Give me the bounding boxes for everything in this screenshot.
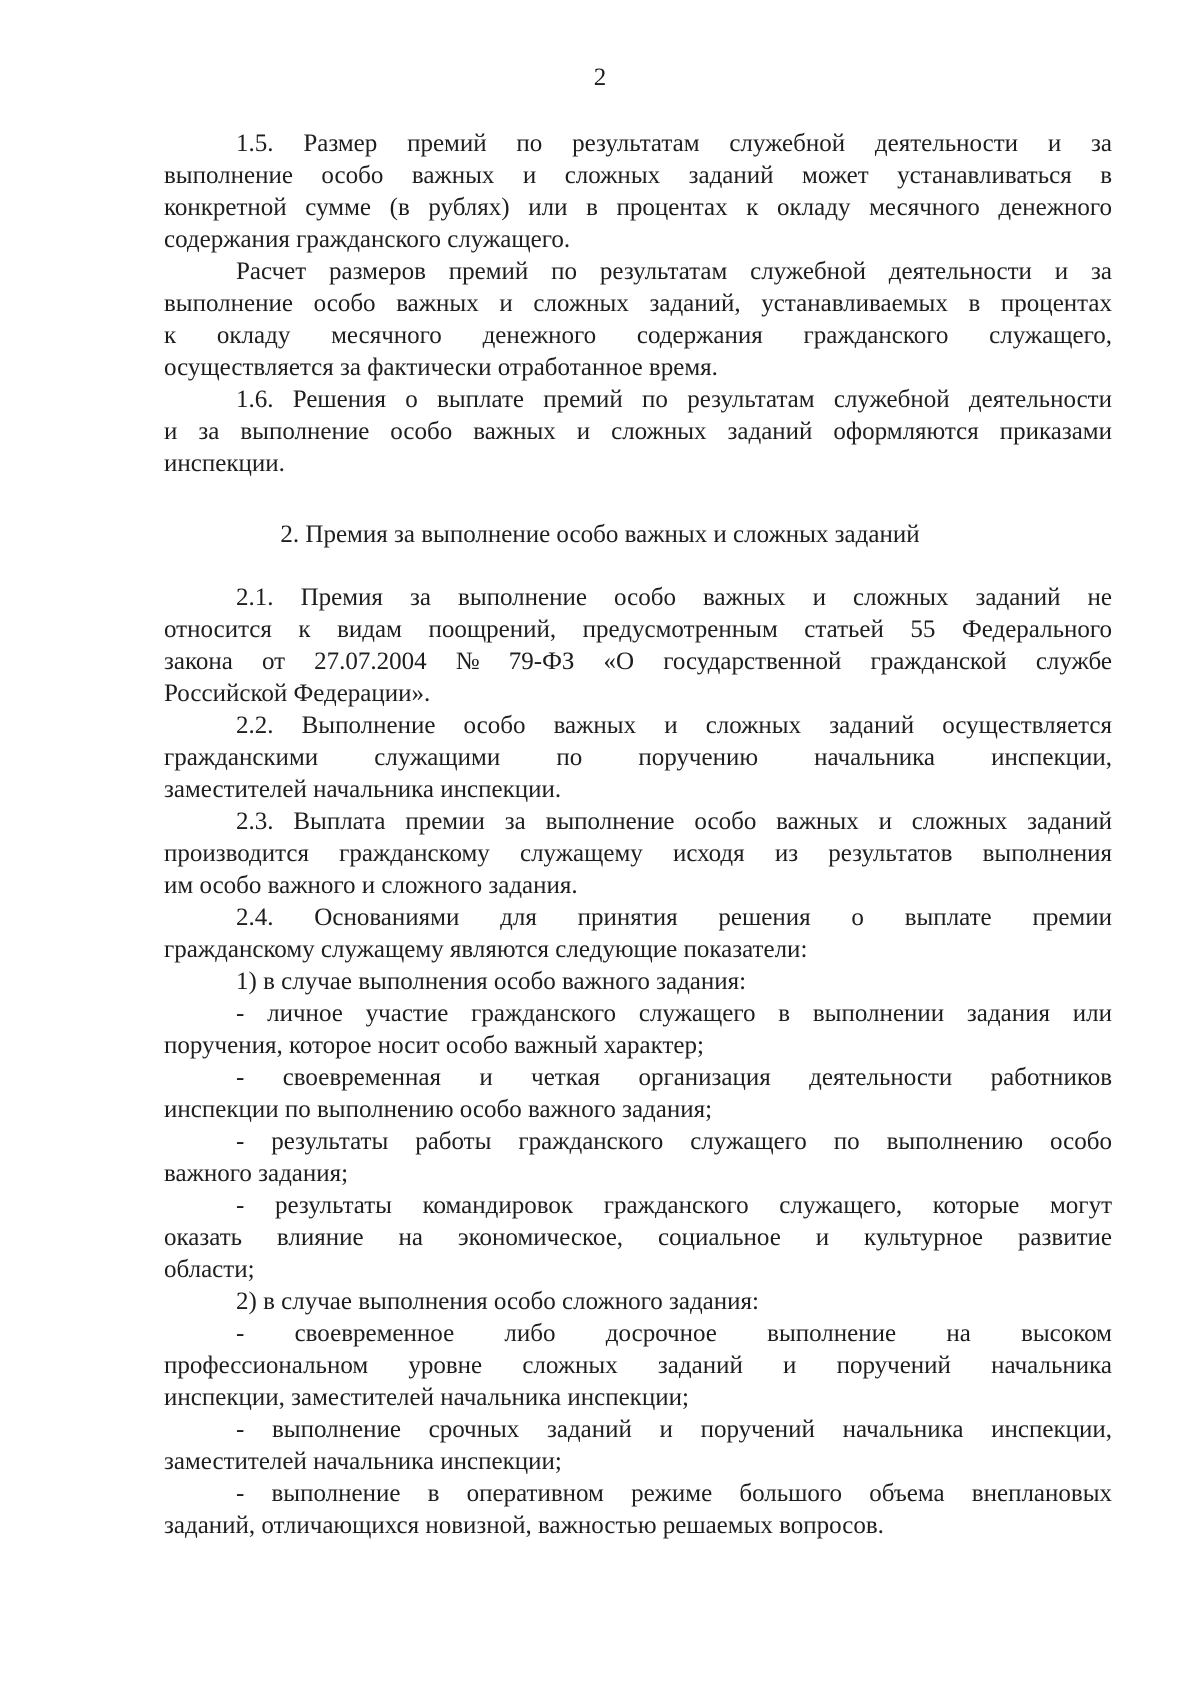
section-2-line: оказать влияние на экономическое, социальное и культурное развитие bbox=[164, 1224, 1112, 1251]
section-1-line: выполнение особо важных и сложных заданий, устанавливаемых в процентах bbox=[164, 290, 1112, 317]
section-2-line: области; bbox=[164, 1256, 255, 1283]
section-1-line: содержания гражданского служащего. bbox=[164, 226, 571, 253]
section-2-line: 2.4. Основаниями для принятия решения о выплате премии bbox=[236, 904, 1112, 931]
section-2-line: заданий, отличающихся новизной, важностью решаемых вопросов. bbox=[164, 1512, 884, 1539]
section-2-line: поручения, которое носит особо важный характер; bbox=[164, 1032, 704, 1059]
section-2-line: 2.3. Выплата премии за выполнение особо важных и сложных заданий bbox=[236, 808, 1112, 835]
section-2-line: - своевременная и четкая организация деятельности работников bbox=[236, 1064, 1112, 1091]
section-1-line: выполнение особо важных и сложных заданий может устанавливаться в bbox=[164, 162, 1112, 189]
section-1-line: 1.5. Размер премий по результатам служебной деятельности и за bbox=[236, 130, 1112, 157]
section-2-line: - выполнение срочных заданий и поручений начальника инспекции, bbox=[236, 1416, 1112, 1443]
section-2-line: инспекции, заместителей начальника инспекции; bbox=[164, 1384, 689, 1411]
section-1-line: осуществляется за фактически отработанное время. bbox=[164, 354, 718, 381]
section-2-line: - личное участие гражданского служащего в выполнении задания или bbox=[236, 1000, 1112, 1027]
section-1-line: и за выполнение особо важных и сложных заданий оформляются приказами bbox=[164, 418, 1112, 445]
section-2-line: - результаты командировок гражданского служащего, которые могут bbox=[236, 1192, 1112, 1219]
section-2-line: - своевременное либо досрочное выполнение на высоком bbox=[236, 1320, 1112, 1347]
page-number: 2 bbox=[593, 64, 607, 91]
section-2-line: относится к видам поощрений, предусмотренным статьей 55 Федерального bbox=[164, 616, 1112, 643]
section-2-line: заместителей начальника инспекции. bbox=[164, 776, 562, 803]
section-1-line: к окладу месячного денежного содержания гражданского служащего, bbox=[164, 322, 1112, 349]
section-2-line: 2.2. Выполнение особо важных и сложных заданий осуществляется bbox=[236, 712, 1112, 739]
section-2-heading: 2. Премия за выполнение особо важных и сложных заданий bbox=[280, 521, 920, 548]
section-2-line: важного задания; bbox=[164, 1160, 349, 1187]
section-2-line: им особо важного и сложного задания. bbox=[164, 872, 578, 899]
section-1-line: 1.6. Решения о выплате премий по результатам служебной деятельности bbox=[236, 386, 1112, 413]
section-2-line: 2.1. Премия за выполнение особо важных и сложных заданий не bbox=[236, 584, 1112, 611]
section-1-line: конкретной сумме (в рублях) или в процентах к окладу месячного денежного bbox=[164, 194, 1112, 221]
section-1-line: инспекции. bbox=[164, 450, 285, 477]
section-2-line: гражданскими служащими по поручению начальника инспекции, bbox=[164, 744, 1112, 771]
section-2-line: заместителей начальника инспекции; bbox=[164, 1448, 562, 1475]
section-2-line: 2) в случае выполнения особо сложного задания: bbox=[236, 1288, 759, 1315]
section-2-line: инспекции по выполнению особо важного задания; bbox=[164, 1096, 713, 1123]
section-2-line: Российской Федерации». bbox=[164, 680, 431, 707]
section-2-line: закона от 27.07.2004 № 79-ФЗ «О государственной гражданской службе bbox=[164, 648, 1112, 675]
section-2-line: 1) в случае выполнения особо важного задания: bbox=[236, 968, 747, 995]
section-2-line: профессиональном уровне сложных заданий и поручений начальника bbox=[164, 1352, 1112, 1379]
section-2-line: - выполнение в оперативном режиме большого объема внеплановых bbox=[236, 1480, 1112, 1507]
section-2-line: гражданскому служащему являются следующие показатели: bbox=[164, 936, 808, 963]
section-2-line: - результаты работы гражданского служащего по выполнению особо bbox=[236, 1128, 1112, 1155]
section-2-line: производится гражданскому служащему исходя из результатов выполнения bbox=[164, 840, 1112, 867]
section-1-line: Расчет размеров премий по результатам служебной деятельности и за bbox=[236, 258, 1112, 285]
